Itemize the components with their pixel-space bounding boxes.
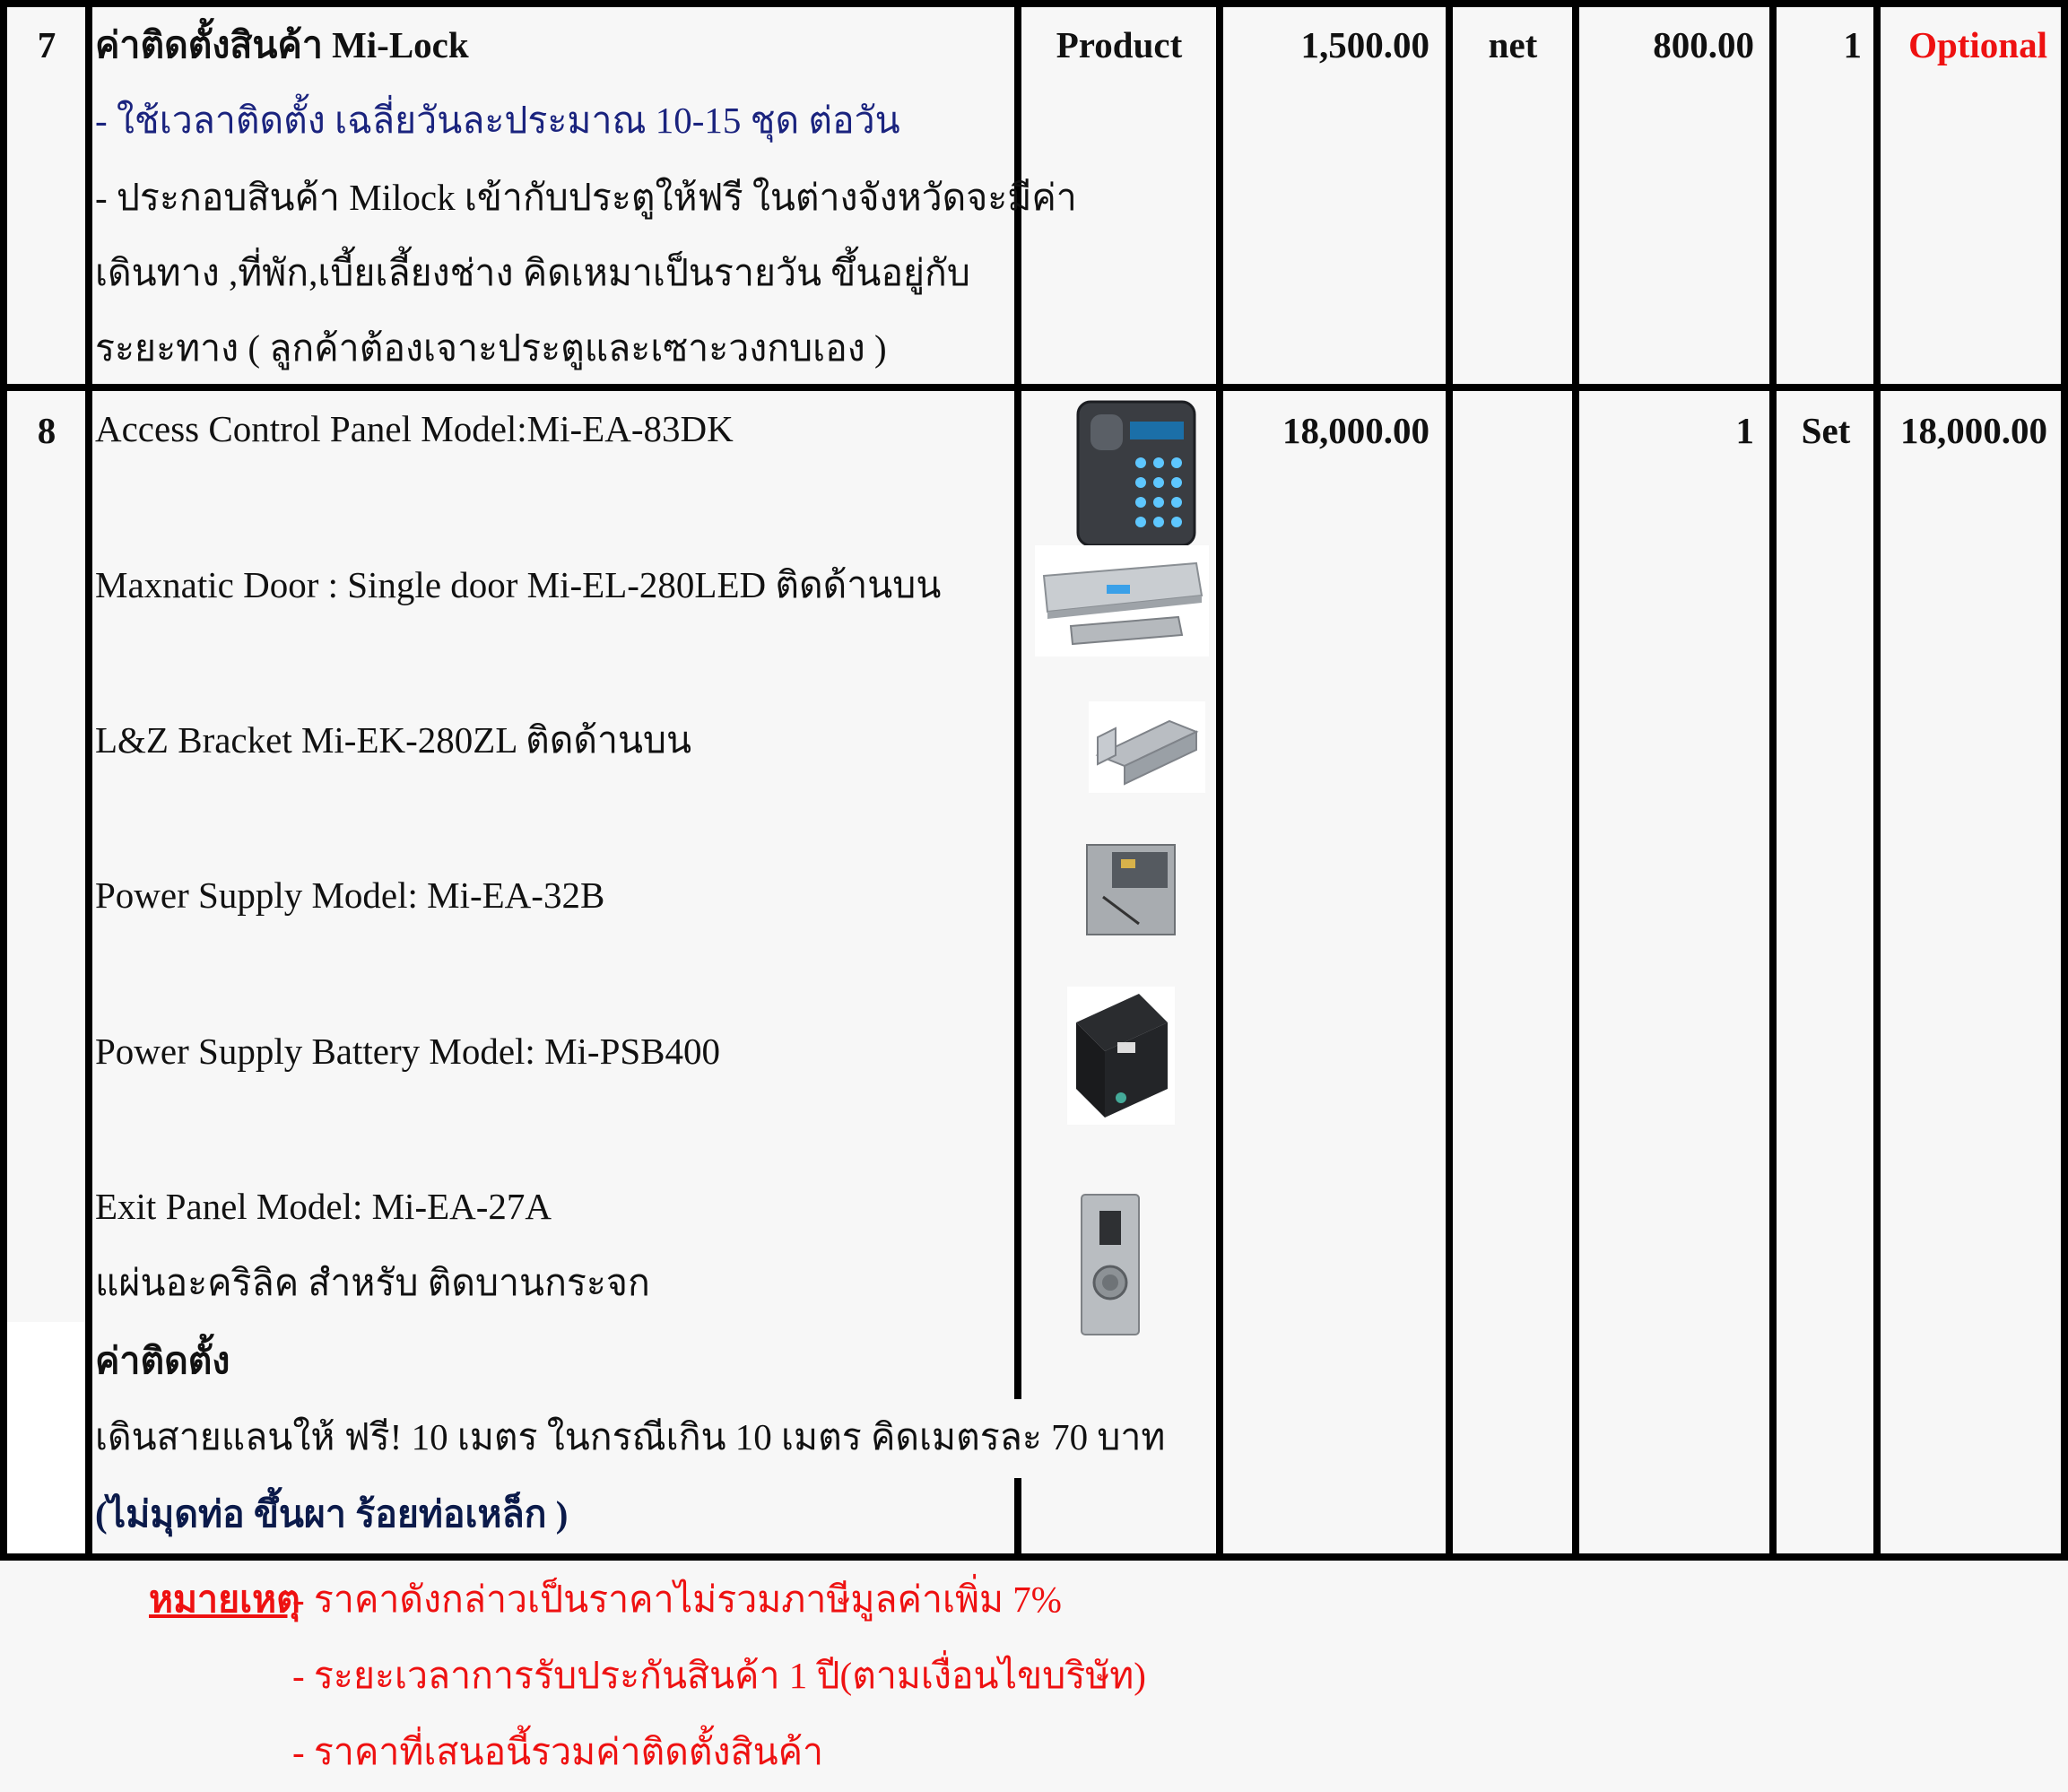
top-border xyxy=(0,0,2068,7)
row7-type: Product xyxy=(1056,24,1183,65)
row8-unit: Set xyxy=(1801,410,1851,451)
remark-line-3: - ราคาที่เสนอนี้รวมค่าติดตั้งสินค้า xyxy=(292,1731,824,1772)
row8-install-note: (ไม่มุดท่อ ขึ้นผา ร้อยท่อเหล็ก ) xyxy=(95,1493,569,1535)
row8-qty: 1 xyxy=(1735,410,1754,451)
row8-item-7: แผ่นอะคริลิค สำหรับ ติดบานกระจก xyxy=(95,1262,650,1303)
row8-item-3: L&Z Bracket Mi-EK-280ZL ติดด้านบน xyxy=(95,719,692,761)
row8-item-5: Power Supply Battery Model: Mi-PSB400 xyxy=(95,1031,721,1072)
col-line-6 xyxy=(1769,0,1777,1561)
row7-qty: 1 xyxy=(1843,24,1862,65)
row7-line-4: ระยะทาง ( ลูกค้าต้องเจาะประตูและเซาะวงกบเอง ) xyxy=(95,327,887,369)
row8-number: 8 xyxy=(37,410,56,451)
first-column-blank xyxy=(7,1322,86,1555)
row7-price: 1,500.00 xyxy=(1300,24,1429,65)
row-divider xyxy=(0,384,2068,391)
col-line-5 xyxy=(1572,0,1579,1561)
battery-image xyxy=(1067,987,1175,1125)
row8-item-1: Access Control Panel Model:Mi-EA-83DK xyxy=(95,408,734,449)
col-line-7 xyxy=(1873,0,1881,1561)
row7-line-3: เดินทาง ,ที่พัก,เบี้ยเลี้ยงช่าง คิดเหมาเป็นรายวัน ขึ้นอยู่กับ xyxy=(95,252,970,293)
row8-total: 18,000.00 xyxy=(1900,410,2047,451)
remark-line-1: - ราคาดังกล่าวเป็นราคาไม่รวมภาษีมูลค่าเพิ่ม 7% xyxy=(292,1579,1062,1620)
row7-note: net xyxy=(1488,24,1538,65)
bottom-border xyxy=(0,1553,2068,1561)
row8-install-title: ค่าติดตั้ง xyxy=(95,1340,230,1381)
row7-number: 7 xyxy=(37,24,56,65)
row8-item-4: Power Supply Model: Mi-EA-32B xyxy=(95,874,605,916)
col-line-4 xyxy=(1446,0,1453,1561)
row8-item-2: Maxnatic Door : Single door Mi-EL-280LED ติดด้านบน xyxy=(95,564,942,605)
remark-line-2: - ระยะเวลาการรับประกันสินค้า 1 ปี(ตามเงื่อนไขบริษัท) xyxy=(292,1655,1146,1696)
exit-button-image xyxy=(1078,1193,1143,1336)
row8-price: 18,000.00 xyxy=(1282,410,1429,451)
remarks-label: หมายเหตุ xyxy=(149,1579,300,1620)
row7-title: ค่าติดตั้งสินค้า Mi-Lock xyxy=(95,24,469,65)
row8-item-6: Exit Panel Model: Mi-EA-27A xyxy=(95,1186,552,1227)
col-line-0 xyxy=(0,0,7,1561)
col-line-1 xyxy=(85,0,92,1561)
row7-status: Optional xyxy=(1908,24,2047,65)
lz-bracket-image xyxy=(1089,701,1205,793)
col-line-8 xyxy=(2061,0,2068,1561)
row7-line-2: - ประกอบสินค้า Milock เข้ากับประตูให้ฟรี ในต่างจังหวัดจะมีค่า xyxy=(95,177,1077,218)
row7-line-1: - ใช้เวลาติดตั้ง เฉลี่ยวันละประมาณ 10-15 ชุด ต่อวัน xyxy=(95,100,900,141)
magnetic-lock-image xyxy=(1035,545,1209,657)
row7-net-price: 800.00 xyxy=(1653,24,1754,65)
col-line-3 xyxy=(1216,0,1223,1561)
row8-install-line: เดินสายแลนให้ ฟรี! 10 เมตร ในกรณีเกิน 10 เมตร คิดเมตรละ 70 บาท xyxy=(95,1416,1166,1457)
keypad-panel-image xyxy=(1074,398,1198,549)
col-line-2b xyxy=(1014,1478,1021,1561)
power-supply-box-image xyxy=(1085,843,1177,936)
